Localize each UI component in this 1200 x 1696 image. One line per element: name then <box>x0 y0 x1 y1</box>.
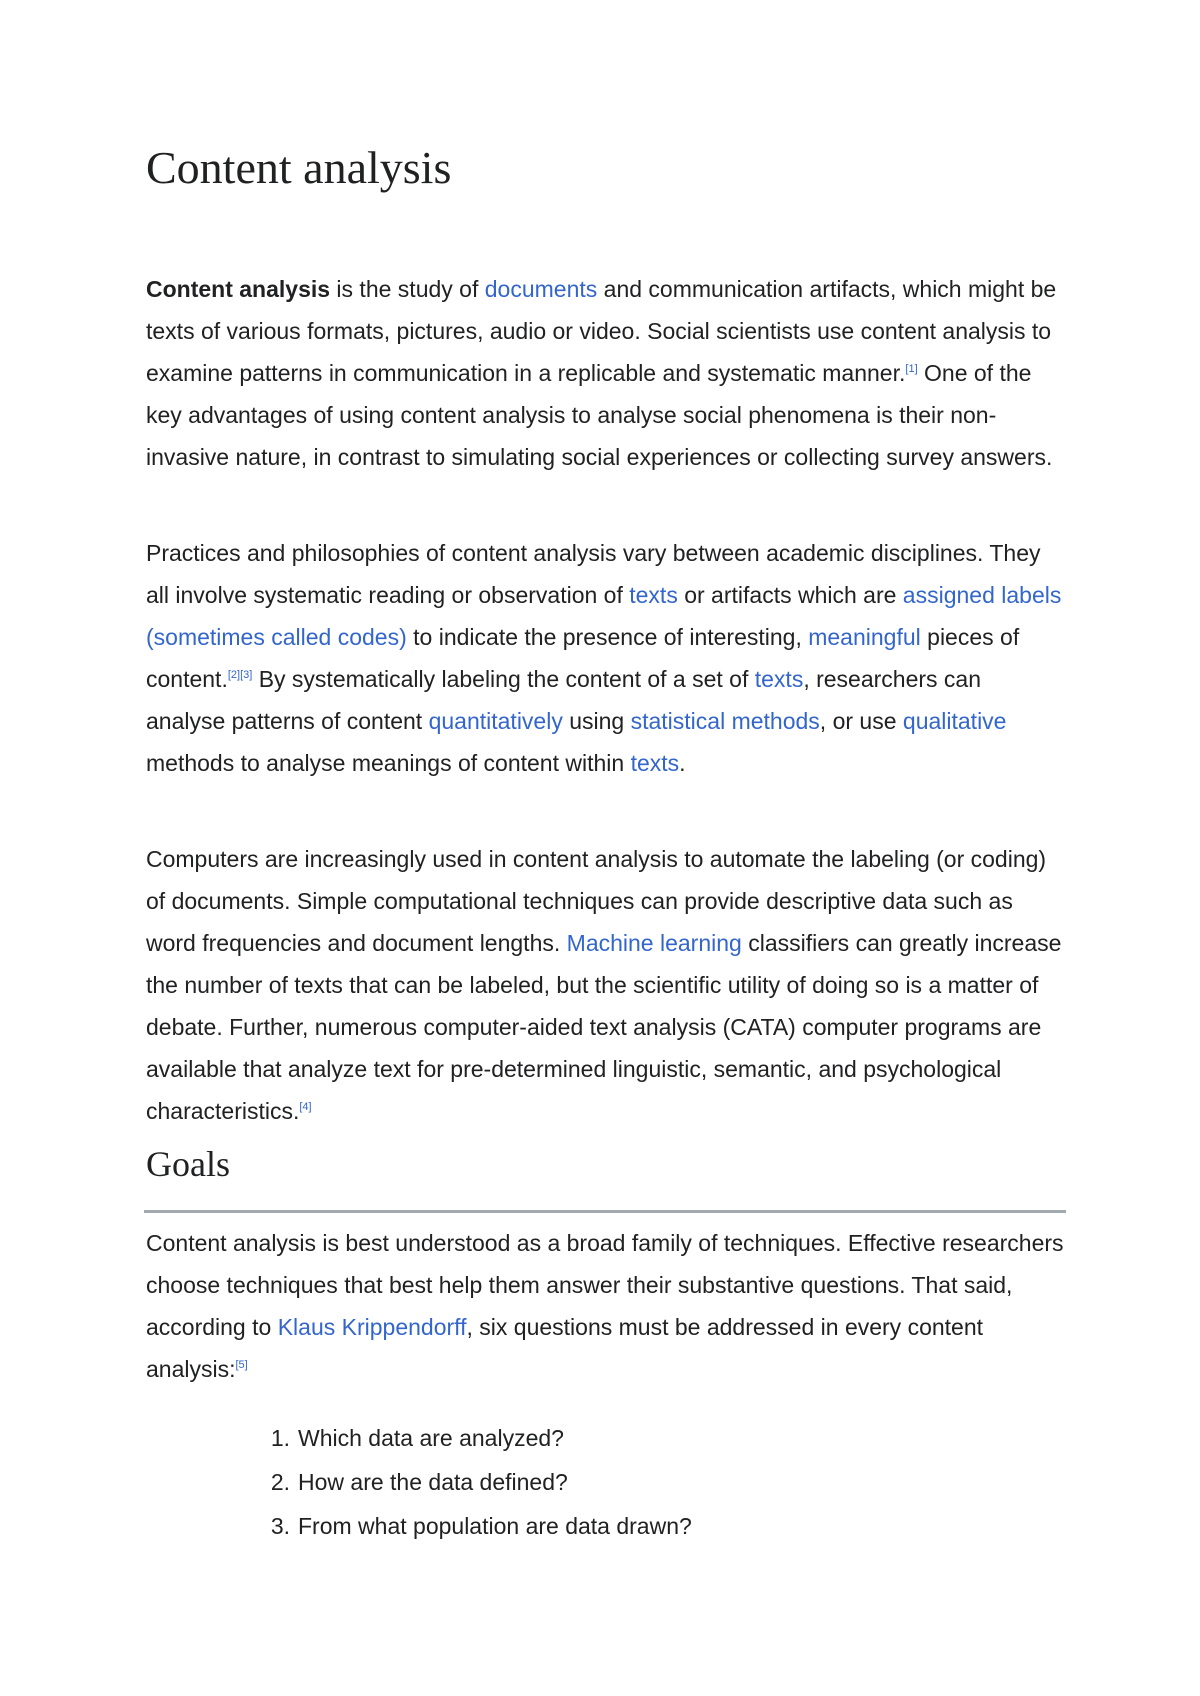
list-item <box>146 1460 1066 1504</box>
text-span: By systematically labeling the content of a set of <box>252 666 755 692</box>
text-span: , six questions must be addressed in every content analysis: <box>146 1314 984 1382</box>
text-span: Practices and philosophies of content analysis vary between academic disciplines. They all involve systematic reading or observation of <box>146 540 1041 608</box>
text-span: Content analysis is best understood as a broad family of techniques. Effective researchers choose techniques that best help them answer their substantive questions. That said, according to <box>146 1230 1064 1340</box>
text-span: , or use <box>819 708 903 734</box>
citation-4[interactable] <box>299 1101 311 1113</box>
link-assigned-labels[interactable]: assigned labels (sometimes called codes) <box>146 582 1062 650</box>
list-number: 1. <box>270 1425 290 1451</box>
page-title: Content analysis <box>146 142 452 193</box>
text-span: classifiers can greatly increase the number of texts that can be labeled, but the scientific utility of doing so is a matter of debate. Further, numerous computer-aided text analysis (CATA) computer programs are available that analyze text for pre-determined linguistic, semantic, and psychological characteristics. <box>146 930 1062 1124</box>
citation-2[interactable] <box>228 669 240 681</box>
link-texts[interactable]: texts <box>630 750 680 776</box>
text-span: using <box>562 708 631 734</box>
link-documents[interactable]: documents <box>484 276 598 302</box>
goals-paragraph <box>146 1222 1066 1390</box>
citation-3[interactable] <box>240 669 252 681</box>
text-span: Computers are increasingly used in content analysis to automate the labeling (or coding) of documents. Simple computational techniques can provide descriptive data such as word frequencies and document lengths. <box>146 846 1047 956</box>
link-texts[interactable]: texts <box>754 666 804 692</box>
text-span: and communication artifacts, which might be texts of various formats, pictures, audio or video. Social scientists use content analysis to examine patterns in communication in a replicable and systematic manner. <box>146 276 1057 386</box>
citation-5[interactable] <box>235 1359 247 1371</box>
bold-term: Content analysis <box>146 276 331 302</box>
intro-paragraph-2 <box>146 532 1066 784</box>
citation-link[interactable]: [2] <box>227 669 241 681</box>
link-qualitative[interactable]: qualitative <box>902 708 1007 734</box>
list-number: 3. <box>270 1513 290 1539</box>
text-span: or artifacts which are <box>677 582 903 608</box>
citation-link[interactable]: [3] <box>240 669 253 681</box>
citation-link[interactable]: [4] <box>299 1101 312 1113</box>
citation-link[interactable]: [1] <box>905 363 918 375</box>
heading-divider <box>144 1210 1066 1213</box>
section-heading-goals: Goals <box>146 1144 230 1184</box>
goals-question-list <box>146 1416 1066 1548</box>
list-item <box>146 1416 1066 1460</box>
text-span: methods to analyse meanings of content within <box>146 750 631 776</box>
list-item-text: How are the data defined? <box>298 1469 568 1495</box>
text-span: pieces of content. <box>146 624 1020 692</box>
text-span: is the study of <box>330 276 485 302</box>
link-meaningful[interactable]: meaningful <box>808 624 921 650</box>
text-span: , researchers can analyse patterns of content <box>146 666 982 734</box>
link-statistical-methods[interactable]: statistical methods <box>630 708 820 734</box>
list-item-text: From what population are data drawn? <box>298 1513 692 1539</box>
link-texts[interactable]: texts <box>629 582 678 608</box>
text-span: to indicate the presence of interesting, <box>406 624 809 650</box>
list-item <box>146 1504 1066 1548</box>
link-machine-learning[interactable]: Machine learning <box>566 930 742 956</box>
link-quantitatively[interactable]: quantitatively <box>428 708 563 734</box>
link-klaus-krippendorff[interactable]: Klaus Krippendorff <box>277 1314 467 1340</box>
citation-link[interactable]: [5] <box>235 1359 248 1371</box>
list-number: 2. <box>270 1469 290 1495</box>
text-span: . <box>679 750 686 776</box>
citation-1[interactable] <box>905 363 917 375</box>
text-span: One of the key advantages of using content analysis to analyse social phenomena is their non-invasive nature, in contrast to simulating social experiences or collecting survey answers. <box>146 360 1053 470</box>
intro-paragraph-1 <box>146 268 1066 478</box>
intro-paragraph-3 <box>146 838 1066 1132</box>
list-item-text: Which data are analyzed? <box>298 1425 564 1451</box>
